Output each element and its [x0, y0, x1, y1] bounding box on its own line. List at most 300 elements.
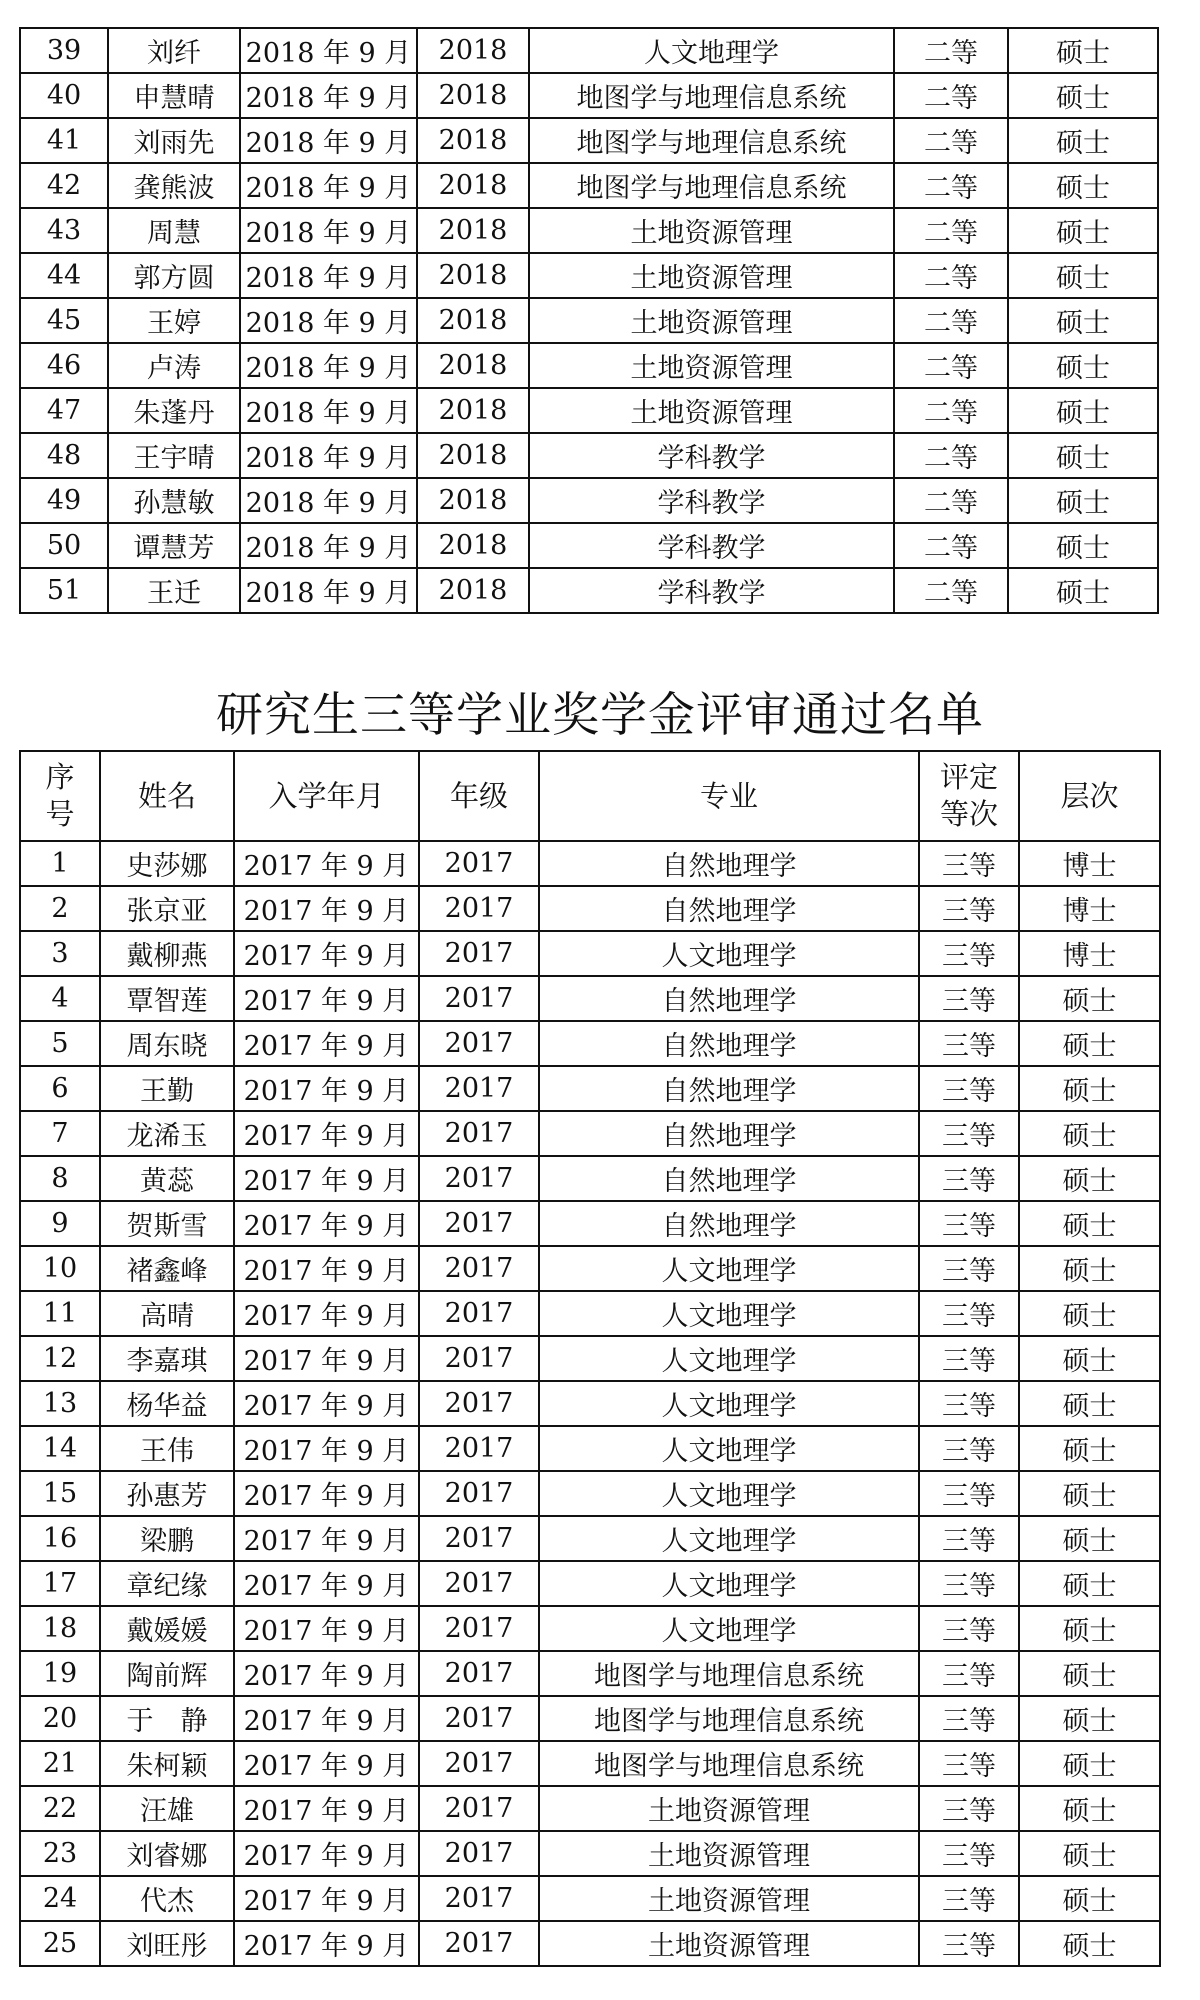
cell-seq: 20	[20, 1696, 100, 1741]
cell-seq: 45	[20, 298, 108, 343]
cell-level: 三等	[919, 1246, 1019, 1291]
table-row	[20, 1561, 1160, 1606]
cell-enroll-date: 2017 年 9 月	[234, 1696, 419, 1741]
cell-level: 二等	[894, 388, 1008, 433]
cell-enroll-date: 2017 年 9 月	[234, 1156, 419, 1201]
cell-name: 龚熊波	[108, 163, 240, 208]
cell-level: 二等	[894, 568, 1008, 613]
cell-major: 人文地理学	[529, 28, 894, 73]
cell-grade: 2018	[417, 118, 529, 163]
cell-name: 黄蕊	[100, 1156, 234, 1201]
table-row	[20, 841, 1160, 886]
cell-major: 自然地理学	[539, 1066, 919, 1111]
cell-major: 自然地理学	[539, 1111, 919, 1156]
cell-seq: 6	[20, 1066, 100, 1111]
cell-degree: 博士	[1019, 841, 1160, 886]
third-prize-table-body	[20, 841, 1160, 1966]
cell-seq: 39	[20, 28, 108, 73]
table-row	[20, 433, 1158, 478]
cell-seq: 15	[20, 1471, 100, 1516]
cell-degree: 硕士	[1008, 253, 1158, 298]
cell-major: 土地资源管理	[529, 298, 894, 343]
cell-degree: 硕士	[1008, 208, 1158, 253]
cell-degree: 硕士	[1008, 523, 1158, 568]
cell-grade: 2017	[419, 841, 539, 886]
cell-enroll-date: 2018 年 9 月	[240, 478, 417, 523]
cell-level: 三等	[919, 1291, 1019, 1336]
cell-enroll-date: 2017 年 9 月	[234, 1516, 419, 1561]
cell-enroll-date: 2017 年 9 月	[234, 1651, 419, 1696]
cell-grade: 2017	[419, 1246, 539, 1291]
cell-seq: 13	[20, 1381, 100, 1426]
cell-enroll-date: 2017 年 9 月	[234, 886, 419, 931]
table-row	[20, 253, 1158, 298]
cell-major: 自然地理学	[539, 886, 919, 931]
cell-seq: 7	[20, 1111, 100, 1156]
cell-enroll-date: 2018 年 9 月	[240, 523, 417, 568]
cell-degree: 博士	[1019, 931, 1160, 976]
cell-seq: 14	[20, 1426, 100, 1471]
cell-level: 三等	[919, 1201, 1019, 1246]
cell-enroll-date: 2017 年 9 月	[234, 1471, 419, 1516]
cell-name: 刘睿娜	[100, 1831, 234, 1876]
cell-grade: 2017	[419, 1606, 539, 1651]
table-row	[20, 118, 1158, 163]
third-prize-table	[19, 750, 1161, 1967]
cell-name: 王婷	[108, 298, 240, 343]
cell-name: 贺斯雪	[100, 1201, 234, 1246]
cell-degree: 硕士	[1019, 1336, 1160, 1381]
cell-enroll-date: 2017 年 9 月	[234, 976, 419, 1021]
table-row	[20, 1246, 1160, 1291]
cell-enroll-date: 2017 年 9 月	[234, 1381, 419, 1426]
cell-level: 二等	[894, 28, 1008, 73]
cell-level: 三等	[919, 1426, 1019, 1471]
table-row	[20, 1921, 1160, 1966]
cell-degree: 硕士	[1008, 163, 1158, 208]
cell-grade: 2018	[417, 163, 529, 208]
table-row	[20, 1021, 1160, 1066]
cell-level: 三等	[919, 1336, 1019, 1381]
cell-seq: 10	[20, 1246, 100, 1291]
cell-grade: 2018	[417, 298, 529, 343]
cell-degree: 硕士	[1019, 1921, 1160, 1966]
cell-seq: 42	[20, 163, 108, 208]
cell-level: 三等	[919, 841, 1019, 886]
table-row	[20, 1471, 1160, 1516]
cell-major: 自然地理学	[539, 841, 919, 886]
cell-enroll-date: 2017 年 9 月	[234, 1246, 419, 1291]
cell-level: 二等	[894, 433, 1008, 478]
cell-name: 章纪缘	[100, 1561, 234, 1606]
cell-grade: 2017	[419, 1516, 539, 1561]
cell-enroll-date: 2017 年 9 月	[234, 1426, 419, 1471]
cell-major: 人文地理学	[539, 1426, 919, 1471]
table-row	[20, 28, 1158, 73]
cell-enroll-date: 2017 年 9 月	[234, 1201, 419, 1246]
cell-grade: 2017	[419, 1741, 539, 1786]
cell-name: 王勤	[100, 1066, 234, 1111]
table-row	[20, 1426, 1160, 1471]
header-level-line1: 评定	[939, 760, 998, 794]
cell-name: 周东晓	[100, 1021, 234, 1066]
cell-name: 王宇晴	[108, 433, 240, 478]
cell-name: 戴媛媛	[100, 1606, 234, 1651]
cell-grade: 2017	[419, 1561, 539, 1606]
cell-seq: 23	[20, 1831, 100, 1876]
cell-level: 三等	[919, 1516, 1019, 1561]
cell-enroll-date: 2018 年 9 月	[240, 253, 417, 298]
table-row	[20, 1111, 1160, 1156]
cell-name: 周慧	[108, 208, 240, 253]
cell-grade: 2017	[419, 1426, 539, 1471]
cell-degree: 硕士	[1019, 1606, 1160, 1651]
cell-major: 人文地理学	[539, 1561, 919, 1606]
cell-name: 高晴	[100, 1291, 234, 1336]
cell-major: 自然地理学	[539, 1021, 919, 1066]
cell-name: 刘雨先	[108, 118, 240, 163]
cell-enroll-date: 2018 年 9 月	[240, 118, 417, 163]
table-row	[20, 1606, 1160, 1651]
cell-degree: 硕士	[1008, 568, 1158, 613]
cell-major: 土地资源管理	[539, 1921, 919, 1966]
cell-seq: 44	[20, 253, 108, 298]
cell-grade: 2017	[419, 976, 539, 1021]
table-row	[20, 1156, 1160, 1201]
cell-degree: 硕士	[1008, 298, 1158, 343]
cell-degree: 硕士	[1008, 28, 1158, 73]
cell-level: 二等	[894, 478, 1008, 523]
cell-grade: 2017	[419, 1156, 539, 1201]
cell-major: 自然地理学	[539, 1156, 919, 1201]
cell-seq: 18	[20, 1606, 100, 1651]
third-prize-table-header	[20, 751, 1160, 841]
cell-level: 三等	[919, 1876, 1019, 1921]
cell-enroll-date: 2017 年 9 月	[234, 1786, 419, 1831]
cell-name: 王迁	[108, 568, 240, 613]
table-row	[20, 1876, 1160, 1921]
cell-enroll-date: 2018 年 9 月	[240, 433, 417, 478]
cell-grade: 2017	[419, 1471, 539, 1516]
cell-major: 地图学与地理信息系统	[539, 1651, 919, 1696]
cell-degree: 硕士	[1019, 1201, 1160, 1246]
header-level	[919, 751, 1019, 841]
cell-enroll-date: 2018 年 9 月	[240, 388, 417, 433]
table-row	[20, 1696, 1160, 1741]
cell-degree: 硕士	[1019, 1291, 1160, 1336]
third-prize-title: 研究生三等学业奖学金评审通过名单	[216, 688, 984, 743]
header-row	[20, 751, 1160, 841]
cell-seq: 12	[20, 1336, 100, 1381]
cell-name: 褚鑫峰	[100, 1246, 234, 1291]
cell-degree: 硕士	[1008, 343, 1158, 388]
header-seq-line2: 号	[45, 797, 75, 831]
cell-seq: 8	[20, 1156, 100, 1201]
cell-enroll-date: 2018 年 9 月	[240, 298, 417, 343]
cell-degree: 硕士	[1019, 1651, 1160, 1696]
cell-enroll-date: 2017 年 9 月	[234, 1606, 419, 1651]
cell-major: 人文地理学	[539, 1606, 919, 1651]
cell-major: 土地资源管理	[529, 253, 894, 298]
cell-grade: 2018	[417, 478, 529, 523]
cell-name: 史莎娜	[100, 841, 234, 886]
cell-enroll-date: 2017 年 9 月	[234, 1291, 419, 1336]
cell-degree: 硕士	[1019, 1426, 1160, 1471]
cell-major: 土地资源管理	[539, 1831, 919, 1876]
cell-enroll-date: 2017 年 9 月	[234, 1066, 419, 1111]
cell-seq: 22	[20, 1786, 100, 1831]
cell-major: 人文地理学	[539, 1516, 919, 1561]
table-row	[20, 1516, 1160, 1561]
cell-level: 三等	[919, 976, 1019, 1021]
cell-seq: 49	[20, 478, 108, 523]
cell-name: 孙慧敏	[108, 478, 240, 523]
cell-grade: 2017	[419, 1066, 539, 1111]
cell-major: 人文地理学	[539, 1471, 919, 1516]
cell-enroll-date: 2017 年 9 月	[234, 931, 419, 976]
cell-enroll-date: 2018 年 9 月	[240, 163, 417, 208]
cell-level: 二等	[894, 73, 1008, 118]
cell-seq: 17	[20, 1561, 100, 1606]
cell-enroll-date: 2018 年 9 月	[240, 343, 417, 388]
cell-name: 李嘉琪	[100, 1336, 234, 1381]
cell-degree: 硕士	[1019, 1696, 1160, 1741]
cell-grade: 2017	[419, 1921, 539, 1966]
header-degree: 层次	[1019, 751, 1160, 841]
second-prize-table-continued	[19, 27, 1159, 614]
cell-degree: 硕士	[1019, 1561, 1160, 1606]
cell-grade: 2017	[419, 1201, 539, 1246]
cell-name: 于 静	[100, 1696, 234, 1741]
cell-seq: 48	[20, 433, 108, 478]
cell-seq: 40	[20, 73, 108, 118]
cell-grade: 2017	[419, 1876, 539, 1921]
table-row	[20, 163, 1158, 208]
cell-name: 郭方圆	[108, 253, 240, 298]
cell-name: 朱蓬丹	[108, 388, 240, 433]
table-row	[20, 1066, 1160, 1111]
cell-degree: 硕士	[1019, 1066, 1160, 1111]
cell-major: 地图学与地理信息系统	[529, 118, 894, 163]
cell-grade: 2017	[419, 1021, 539, 1066]
cell-name: 申慧晴	[108, 73, 240, 118]
cell-grade: 2017	[419, 1291, 539, 1336]
header-seq-line1: 序	[45, 760, 75, 794]
cell-grade: 2018	[417, 568, 529, 613]
table-row	[20, 886, 1160, 931]
cell-seq: 41	[20, 118, 108, 163]
table-row	[20, 388, 1158, 433]
table-row	[20, 298, 1158, 343]
cell-level: 三等	[919, 1111, 1019, 1156]
cell-grade: 2018	[417, 523, 529, 568]
cell-degree: 博士	[1019, 886, 1160, 931]
cell-seq: 19	[20, 1651, 100, 1696]
cell-name: 杨华益	[100, 1381, 234, 1426]
cell-grade: 2017	[419, 886, 539, 931]
cell-seq: 1	[20, 841, 100, 886]
cell-name: 覃智莲	[100, 976, 234, 1021]
cell-name: 陶前辉	[100, 1651, 234, 1696]
cell-grade: 2017	[419, 1831, 539, 1876]
cell-degree: 硕士	[1008, 118, 1158, 163]
cell-degree: 硕士	[1008, 73, 1158, 118]
cell-seq: 43	[20, 208, 108, 253]
cell-enroll-date: 2017 年 9 月	[234, 1561, 419, 1606]
cell-level: 三等	[919, 1831, 1019, 1876]
cell-degree: 硕士	[1019, 1246, 1160, 1291]
cell-level: 三等	[919, 1156, 1019, 1201]
cell-grade: 2017	[419, 1696, 539, 1741]
header-enroll-date: 入学年月	[234, 751, 419, 841]
cell-enroll-date: 2017 年 9 月	[234, 1876, 419, 1921]
cell-degree: 硕士	[1008, 433, 1158, 478]
cell-name: 戴柳燕	[100, 931, 234, 976]
cell-enroll-date: 2017 年 9 月	[234, 1111, 419, 1156]
table-row	[20, 1336, 1160, 1381]
cell-grade: 2017	[419, 1336, 539, 1381]
cell-seq: 21	[20, 1741, 100, 1786]
cell-enroll-date: 2018 年 9 月	[240, 208, 417, 253]
cell-level: 三等	[919, 1651, 1019, 1696]
cell-level: 三等	[919, 1786, 1019, 1831]
cell-level: 二等	[894, 118, 1008, 163]
cell-level: 二等	[894, 523, 1008, 568]
cell-grade: 2017	[419, 931, 539, 976]
cell-degree: 硕士	[1019, 1111, 1160, 1156]
cell-degree: 硕士	[1019, 1381, 1160, 1426]
cell-name: 汪雄	[100, 1786, 234, 1831]
cell-major: 土地资源管理	[539, 1786, 919, 1831]
second-prize-table-body	[20, 28, 1158, 613]
cell-major: 学科教学	[529, 478, 894, 523]
cell-major: 学科教学	[529, 568, 894, 613]
cell-level: 三等	[919, 1741, 1019, 1786]
header-seq	[20, 751, 100, 841]
cell-level: 三等	[919, 1696, 1019, 1741]
table-row	[20, 523, 1158, 568]
cell-seq: 9	[20, 1201, 100, 1246]
cell-degree: 硕士	[1019, 1741, 1160, 1786]
cell-major: 学科教学	[529, 523, 894, 568]
cell-enroll-date: 2018 年 9 月	[240, 73, 417, 118]
cell-grade: 2017	[419, 1651, 539, 1696]
cell-enroll-date: 2018 年 9 月	[240, 568, 417, 613]
cell-grade: 2017	[419, 1786, 539, 1831]
cell-degree: 硕士	[1019, 1786, 1160, 1831]
cell-name: 王伟	[100, 1426, 234, 1471]
cell-major: 地图学与地理信息系统	[539, 1741, 919, 1786]
cell-level: 三等	[919, 1021, 1019, 1066]
cell-major: 地图学与地理信息系统	[529, 163, 894, 208]
cell-major: 土地资源管理	[539, 1876, 919, 1921]
table-row	[20, 1381, 1160, 1426]
cell-major: 土地资源管理	[529, 208, 894, 253]
table-row	[20, 1831, 1160, 1876]
header-major: 专业	[539, 751, 919, 841]
cell-degree: 硕士	[1019, 1831, 1160, 1876]
cell-seq: 5	[20, 1021, 100, 1066]
cell-level: 二等	[894, 298, 1008, 343]
cell-major: 自然地理学	[539, 1201, 919, 1246]
table-row	[20, 343, 1158, 388]
cell-major: 学科教学	[529, 433, 894, 478]
cell-level: 三等	[919, 1606, 1019, 1651]
cell-level: 三等	[919, 886, 1019, 931]
cell-grade: 2018	[417, 253, 529, 298]
cell-degree: 硕士	[1019, 1876, 1160, 1921]
cell-name: 刘旺彤	[100, 1921, 234, 1966]
cell-enroll-date: 2017 年 9 月	[234, 1741, 419, 1786]
cell-major: 自然地理学	[539, 976, 919, 1021]
cell-level: 三等	[919, 931, 1019, 976]
cell-name: 孙惠芳	[100, 1471, 234, 1516]
cell-enroll-date: 2017 年 9 月	[234, 1831, 419, 1876]
cell-major: 人文地理学	[539, 1336, 919, 1381]
header-grade: 年级	[419, 751, 539, 841]
cell-grade: 2018	[417, 208, 529, 253]
cell-enroll-date: 2017 年 9 月	[234, 1336, 419, 1381]
cell-seq: 4	[20, 976, 100, 1021]
cell-seq: 16	[20, 1516, 100, 1561]
cell-seq: 3	[20, 931, 100, 976]
table-row	[20, 931, 1160, 976]
header-level-line2: 等次	[939, 797, 998, 831]
cell-name: 卢涛	[108, 343, 240, 388]
cell-level: 三等	[919, 1381, 1019, 1426]
cell-grade: 2017	[419, 1381, 539, 1426]
cell-name: 梁鹏	[100, 1516, 234, 1561]
cell-enroll-date: 2017 年 9 月	[234, 1021, 419, 1066]
cell-seq: 47	[20, 388, 108, 433]
cell-level: 三等	[919, 1921, 1019, 1966]
cell-degree: 硕士	[1019, 976, 1160, 1021]
cell-grade: 2017	[419, 1111, 539, 1156]
cell-seq: 11	[20, 1291, 100, 1336]
cell-grade: 2018	[417, 343, 529, 388]
cell-level: 三等	[919, 1561, 1019, 1606]
cell-grade: 2018	[417, 433, 529, 478]
cell-major: 人文地理学	[539, 1291, 919, 1336]
cell-name: 龙浠玉	[100, 1111, 234, 1156]
header-name: 姓名	[100, 751, 234, 841]
cell-major: 人文地理学	[539, 1381, 919, 1426]
table-row	[20, 1291, 1160, 1336]
cell-name: 朱柯颖	[100, 1741, 234, 1786]
cell-name: 代杰	[100, 1876, 234, 1921]
cell-level: 三等	[919, 1066, 1019, 1111]
cell-degree: 硕士	[1019, 1156, 1160, 1201]
cell-major: 人文地理学	[539, 931, 919, 976]
cell-major: 土地资源管理	[529, 343, 894, 388]
cell-seq: 2	[20, 886, 100, 931]
cell-degree: 硕士	[1019, 1516, 1160, 1561]
cell-name: 刘纤	[108, 28, 240, 73]
cell-degree: 硕士	[1008, 478, 1158, 523]
cell-degree: 硕士	[1019, 1471, 1160, 1516]
cell-name: 谭慧芳	[108, 523, 240, 568]
cell-enroll-date: 2018 年 9 月	[240, 28, 417, 73]
table-row	[20, 1201, 1160, 1246]
cell-grade: 2018	[417, 28, 529, 73]
cell-grade: 2018	[417, 73, 529, 118]
cell-enroll-date: 2017 年 9 月	[234, 1921, 419, 1966]
cell-enroll-date: 2017 年 9 月	[234, 841, 419, 886]
cell-seq: 25	[20, 1921, 100, 1966]
cell-grade: 2018	[417, 388, 529, 433]
cell-name: 张京亚	[100, 886, 234, 931]
cell-seq: 24	[20, 1876, 100, 1921]
